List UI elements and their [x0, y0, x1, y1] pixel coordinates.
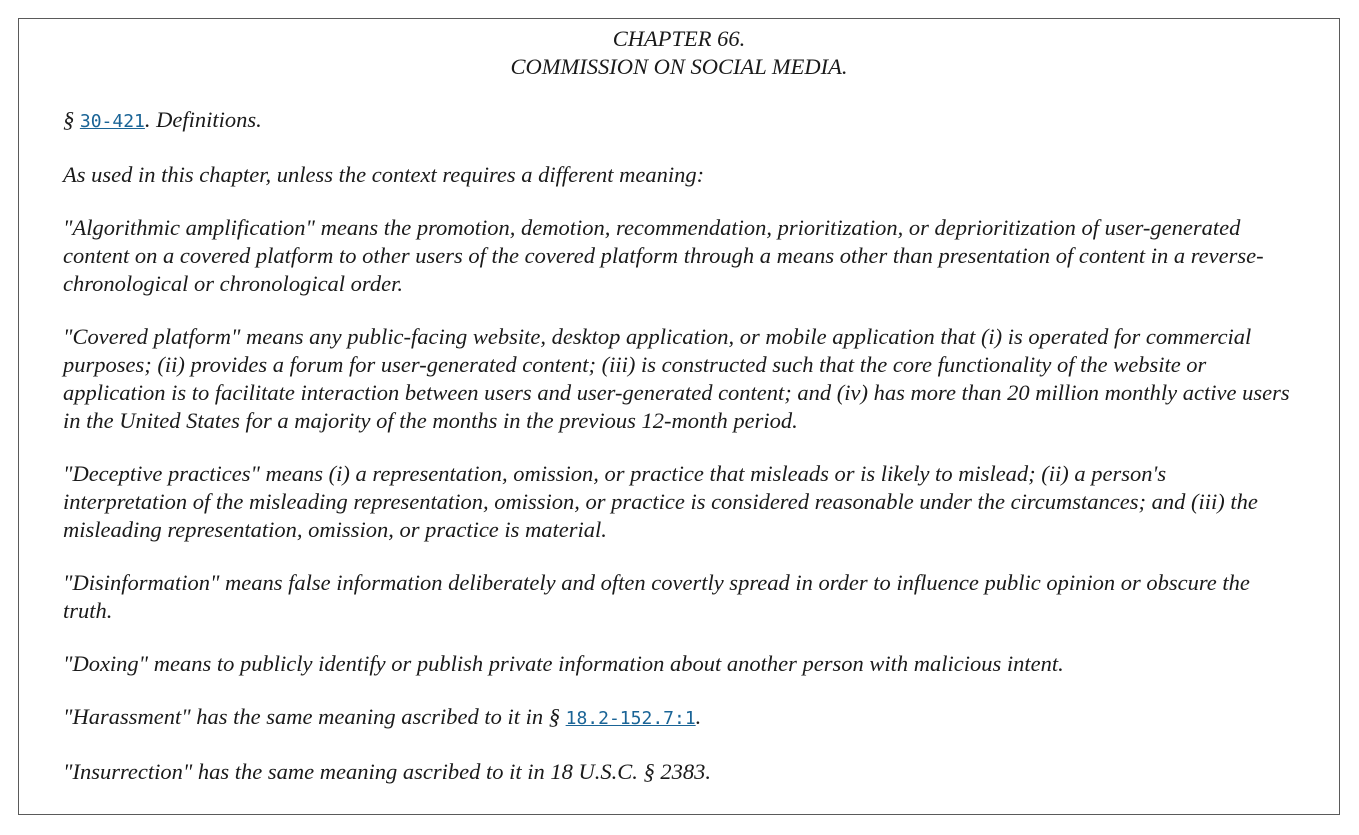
harassment-link[interactable]: 18.2-152.7:1 [565, 708, 696, 729]
section-link[interactable]: 30-421 [79, 111, 145, 132]
definition-doxing: "Doxing" means to publicly identify or publish private information about another person with malicious intent. [63, 651, 1064, 676]
definition-covered-platform: "Covered platform" means any public-facing website, desktop application, or mobile application that (i) is operated for commercial purposes; (ii) provides a forum for user-generated content; (iii) is constructed such that the core functionality of the website or application is to facilitate interaction between users and user-generated content; and (iv) has more than 20 million monthly active users in the United States for a majority of the months in the previous 12-month period. [63, 324, 1290, 433]
definition-algorithmic-amplification: "Algorithmic amplification" means the promotion, demotion, recommendation, prioritization, or deprioritization of user-generated content on a covered platform to other users of the covered platform through a means other than presentation of content in a reverse-chronological or chronological order. [63, 215, 1264, 296]
chapter-title: COMMISSION ON SOCIAL MEDIA. [510, 54, 848, 79]
document-frame [18, 18, 1340, 815]
chapter-number: CHAPTER 66. [612, 26, 746, 51]
harassment-text: "Harassment" has the same meaning ascribed to it in § [63, 704, 560, 729]
section-heading [63, 106, 1295, 136]
definition-disinformation: "Disinformation" means false information deliberately and often covertly spread in order to influence public opinion or obscure the truth. [63, 570, 1250, 623]
definition-insurrection: "Insurrection" has the same meaning ascribed to it in 18 U.S.C. § 2383. [63, 759, 712, 784]
definition-harassment [63, 703, 1295, 733]
section-symbol: § [63, 107, 75, 132]
statute-document [19, 19, 1339, 786]
definition-deceptive-practices: "Deceptive practices" means (i) a representation, omission, or practice that misleads or is likely to mislead; (ii) a person's interpretation of the misleading representation, omission, or practice is considered reasonable under the circumstances; and (iii) the misleading representation, omission, or practice is material. [63, 461, 1258, 542]
chapter-header [63, 25, 1295, 81]
intro-paragraph: As used in this chapter, unless the context requires a different meaning: [63, 162, 705, 187]
section-title: . Definitions. [144, 107, 262, 132]
harassment-suffix: . [695, 704, 702, 729]
